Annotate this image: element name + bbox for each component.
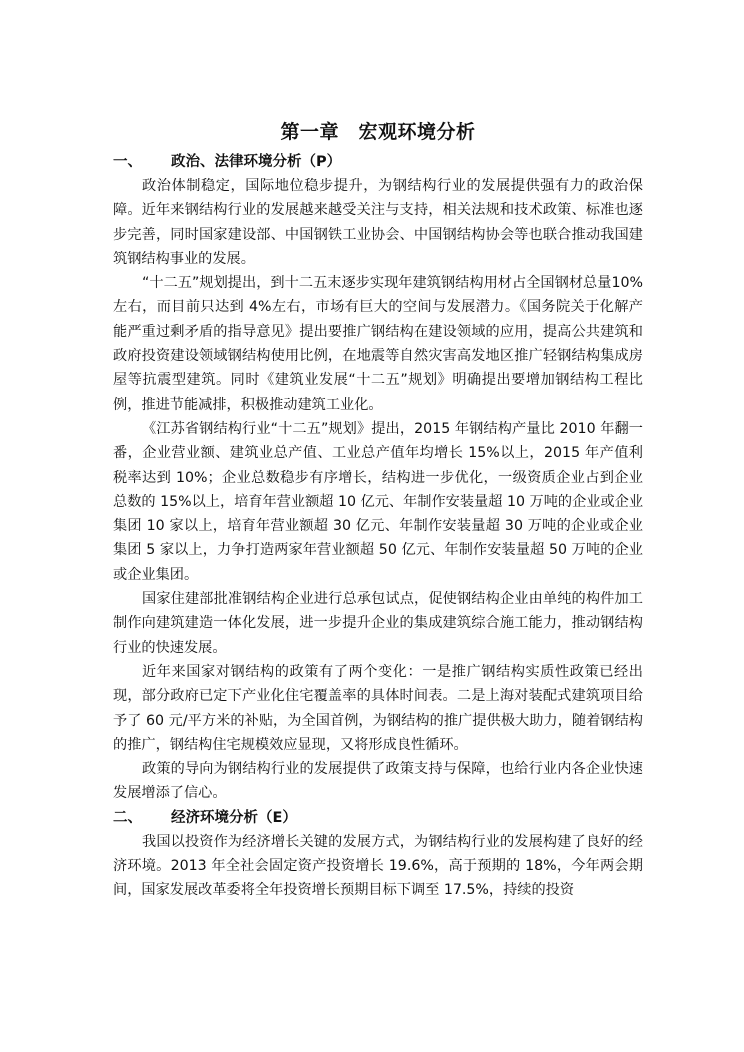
section-number: 二、: [113, 809, 142, 826]
section-title: 经济环境分析（E）: [171, 809, 297, 826]
section-number: 一、: [113, 154, 142, 170]
paragraph: 《江苏省钢结构行业“十二五”规划》提出，2015 年钢结构产量比 2010 年翻一番，企业营业额、建筑业总产值、工业总产值年均增长 15%以上，2015 年产值利税率达到 10%；企业总数稳步有序增长，结构进一步优化，一级资质企业占到企业总数的 15%以上，培育年营业额超 10 亿元、年制作安装量超 10 万吨的企业或企业集团 10 家以上，培育年营业额超 30 亿元、年制作安装量超 30 万吨的企业或企业集团 5 家以上，力争打造两家年营业额超 50 亿元、年制作安装量超 50 万吨的企业或企业集团。: [113, 420, 644, 583]
paragraph: 国家住建部批准钢结构企业进行总承包试点，促使钢结构企业由单纯的构件加工制作向建筑建造一体化发展，进一步提升企业的集成建筑综合施工能力，推动钢结构行业的快速发展。: [113, 591, 643, 656]
section-heading-political: [113, 150, 643, 174]
paragraph: “十二五”规划提出，到十二五末逐步实现年建筑钢结构用材占全国钢材总量10%左右，而目前只达到 4%左右，市场有巨大的空间与发展潜力。《国务院关于化解产能严重过剩矛盾的指导意见》提出要推广钢结构在建设领域的应用，提高公共建筑和政府投资建设领域钢结构使用比例，在地震等自然灾害高发地区推广轻钢结构集成房屋等抗震型建筑。同时《建筑业发展“十二五”规划》明确提出要增加钢结构工程比例，推进节能减排，积极推动建筑工业化。: [113, 275, 643, 413]
paragraph: 政治体制稳定，国际地位稳步提升，为钢结构行业的发展提供强有力的政治保障。近年来钢结构行业的发展越来越受关注与支持，相关法规和技术政策、标准也逐步完善，同时国家建设部、中国钢铁工业协会、中国钢结构协会等也联合推动我国建筑钢结构事业的发展。: [113, 178, 643, 267]
paragraph: 政策的导向为钢结构行业的发展提供了政策支持与保障，也给行业内各企业快速发展增添了信心。: [113, 761, 643, 802]
document-body: [113, 118, 643, 903]
section-title: 政治、法律环境分析（P）: [171, 154, 342, 170]
chapter-title: 第一章 宏观环境分析: [280, 121, 476, 143]
paragraph: 近年来国家对钢结构的政策有了两个变化：一是推广钢结构实质性政策已经出现，部分政府已定下产业化住宅覆盖率的具体时间表。二是上海对装配式建筑项目给予了 60 元/平方米的补贴，为全国首例，为钢结构的推广提供极大助力，随着钢结构的推广，钢结构住宅规模效应显现，又将形成良性循环。: [113, 663, 643, 753]
section-heading-economic: [113, 806, 643, 830]
paragraph: 我国以投资作为经济增长关键的发展方式，为钢结构行业的发展构建了良好的经济环境。2013 年全社会固定资产投资增长 19.6%，高于预期的 18%，今年两会期间，国家发展改革委将全年投资增长预期目标下调至 17.5%，持续的投资: [113, 833, 643, 899]
